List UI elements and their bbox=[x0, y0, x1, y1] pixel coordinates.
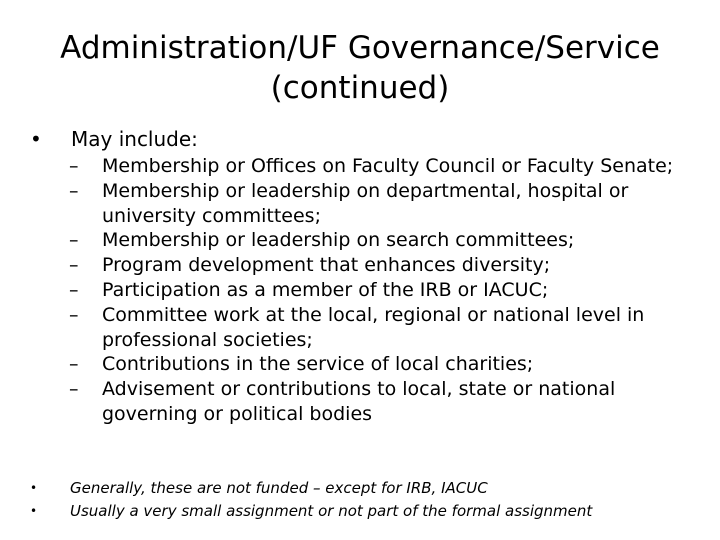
dash-icon: – bbox=[69, 179, 79, 202]
footnote-text: Generally, these are not funded – except for IRB, IACUC bbox=[70, 479, 488, 497]
list-item bbox=[69, 377, 698, 427]
list-item bbox=[69, 278, 698, 303]
dash-icon: – bbox=[69, 229, 79, 252]
bullet-icon: • bbox=[30, 127, 42, 151]
slide-title bbox=[40, 28, 680, 108]
footnote-item bbox=[30, 477, 700, 500]
main-bullet-item bbox=[28, 125, 698, 154]
list-item bbox=[69, 154, 698, 179]
list-item-text: Membership or leadership on departmental, hospital or university committees; bbox=[102, 179, 629, 227]
main-bullet-text: May include: bbox=[71, 127, 198, 151]
bullet-icon: • bbox=[30, 504, 38, 518]
list-item-text: Advisement or contributions to local, state or national governing or political bodies bbox=[102, 378, 616, 425]
bullet-icon: • bbox=[30, 481, 38, 495]
footnote-text: Usually a very small assignment or not part of the formal assignment bbox=[70, 502, 593, 520]
slide-content bbox=[28, 125, 698, 427]
list-item bbox=[69, 253, 698, 278]
list-item bbox=[69, 228, 698, 253]
dash-icon: – bbox=[69, 254, 79, 277]
sub-bullet-list bbox=[28, 154, 698, 427]
dash-icon: – bbox=[69, 278, 79, 301]
slide-title-line-2: (continued) bbox=[270, 70, 450, 106]
list-item-text: Committee work at the local, regional or national level in professional societies; bbox=[102, 303, 645, 351]
list-item-text: Membership or Offices on Faculty Council or Faculty Senate; bbox=[102, 155, 674, 177]
list-item-text: Program development that enhances diversity; bbox=[102, 254, 551, 277]
dash-icon: – bbox=[69, 353, 79, 376]
list-item bbox=[69, 303, 698, 353]
list-item-text: Membership or leadership on search committees; bbox=[102, 229, 575, 252]
dash-icon: – bbox=[69, 378, 79, 401]
footnotes bbox=[30, 477, 700, 523]
list-item bbox=[69, 179, 698, 229]
dash-icon: – bbox=[69, 155, 79, 177]
list-item-text: Participation as a member of the IRB or IACUC; bbox=[102, 278, 549, 301]
slide-title-line-1: Administration/UF Governance/Service bbox=[60, 30, 660, 66]
dash-icon: – bbox=[69, 303, 79, 326]
list-item-text: Contributions in the service of local charities; bbox=[102, 353, 534, 376]
list-item bbox=[69, 352, 698, 377]
footnote-item bbox=[30, 500, 700, 523]
